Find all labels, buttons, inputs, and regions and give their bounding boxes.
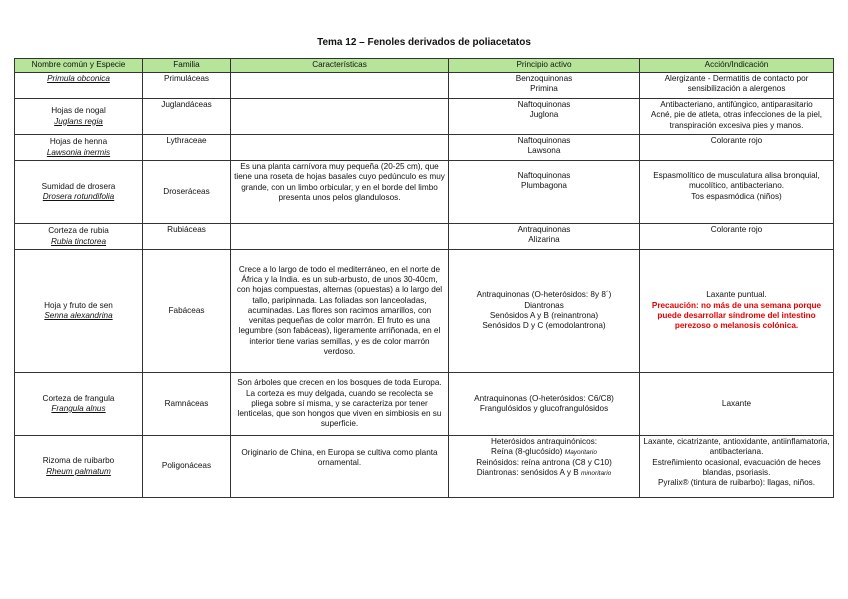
active-line: Antraquinonas (O-heterósidos: C6/C8) <box>474 393 614 403</box>
family-cell: Juglandáceas <box>143 99 231 135</box>
family-cell: Droseráceas <box>143 161 231 224</box>
common-name: Corteza de rubia <box>48 226 109 236</box>
common-name: Rizoma de ruibarbo <box>42 456 115 466</box>
table-row <box>15 373 834 436</box>
characteristics-cell <box>231 99 449 135</box>
active-principle-cell <box>449 135 640 161</box>
active-line: Naftoquinonas <box>517 171 571 180</box>
family-cell: Rubiáceas <box>143 224 231 250</box>
species-name: Drosera rotundifolia <box>42 192 115 201</box>
action-line: Laxante <box>721 398 752 408</box>
species-name: Rubia tinctorea <box>50 236 107 246</box>
active-line: Heterósidos antraquinónicos: <box>490 437 598 446</box>
action-line: Estreñimiento ocasional, evacuación de heces blandas, psoriasis. <box>652 457 821 477</box>
characteristics-cell: Crece a lo largo de todo el mediterráneo, en el norte de África y la India. es un sub-arbusto, de unos 30-40cm, con hojas compuestas, alternas (opuestas) a lo largo del tallo, paripinnada. Las foliadas son lanceoladas, acuminadas. Las flores son racimos amarillos, con venitas pequeñas de color marrón. El fruto es una legumbre (son fabáceas), ligeramente arriñonada, en el interior tiene varias semillas, y es de color marrón verdoso. <box>231 250 449 373</box>
header-active-principle: Principio activo <box>449 59 640 73</box>
active-line <box>452 468 636 478</box>
common-species-cell <box>15 161 143 224</box>
active-line: Senósidos A y B (reinantrona) <box>489 311 599 320</box>
active-line: Naftoquinonas <box>517 100 571 109</box>
active-line: Reinósidos: reína antrona (C8 y C10) <box>476 457 612 467</box>
active-line: Frangulósidos y glucofrangulósidos <box>479 404 609 413</box>
header-row <box>15 59 834 73</box>
characteristics-cell <box>231 135 449 161</box>
active-line: Benzoquinonas <box>515 74 573 83</box>
common-species-cell <box>15 373 143 436</box>
action-cell <box>640 135 834 161</box>
action-cell <box>640 436 834 498</box>
active-principle-cell <box>449 250 640 373</box>
active-line: Diantronas <box>524 300 564 310</box>
action-line: Tos espasmódica (niños) <box>691 191 782 201</box>
species-name: Lawsonia inermis <box>46 147 111 157</box>
characteristics-cell <box>231 73 449 99</box>
active-principle-cell <box>449 224 640 250</box>
common-species-cell <box>15 250 143 373</box>
action-cell <box>640 161 834 224</box>
active-note: minoritario <box>580 469 612 477</box>
header-family: Familia <box>143 59 231 73</box>
species-name: Frangula alnus <box>51 404 106 413</box>
action-line: Espasmolítico de musculatura alisa bronquial, mucolítico, antibacteriano. <box>653 171 820 191</box>
table-row <box>15 135 834 161</box>
action-cell <box>640 73 834 99</box>
common-species-cell <box>15 73 143 99</box>
characteristics-cell: Originario de China, en Europa se cultiva como planta ornamental. <box>231 436 449 498</box>
active-principle-cell <box>449 99 640 135</box>
table-row <box>15 73 834 99</box>
header-characteristics: Características <box>231 59 449 73</box>
action-line: Pyralix® (tintura de ruibarbo): llagas, niños. <box>657 478 816 488</box>
header-action: Acción/Indicación <box>640 59 834 73</box>
species-name: Primula obconica <box>47 74 110 83</box>
precaution-warning: Precaución: no más de una semana porque puede desarrollar síndrome del intestino perezoso o melanosis colónica. <box>651 300 822 331</box>
common-name: Hojas de henna <box>49 137 108 147</box>
species-name: Juglans regia <box>54 116 103 126</box>
active-line: Lawsona <box>527 146 561 156</box>
table-row <box>15 250 834 373</box>
action-line: Colorante rojo <box>710 225 763 234</box>
family-cell: Ramnáceas <box>143 373 231 436</box>
action-cell <box>640 224 834 250</box>
active-line <box>452 447 636 457</box>
common-species-cell <box>15 224 143 250</box>
action-line: Acné, pie de atleta, otras infecciones de la piel, transpiración excesiva pies y manos. <box>650 110 823 130</box>
active-principle-cell <box>449 436 640 498</box>
species-name: Senna alexandrina <box>44 311 113 320</box>
action-cell <box>640 373 834 436</box>
table-row <box>15 436 834 498</box>
active-line: Alizarina <box>528 235 560 245</box>
common-species-cell <box>15 99 143 135</box>
active-text: Reína (8-glucósido) <box>491 447 563 457</box>
action-cell <box>640 99 834 135</box>
characteristics-cell <box>231 224 449 250</box>
active-line: Plumbagona <box>521 181 567 191</box>
active-line: Antraquinonas <box>517 225 571 234</box>
table-row <box>15 161 834 224</box>
active-line: Naftoquinonas <box>517 136 571 145</box>
active-text: Diantronas: senósidos A y B <box>476 467 579 477</box>
common-name: Hoja y fruto de sen <box>44 300 113 310</box>
family-cell: Primuláceas <box>143 73 231 99</box>
table-row <box>15 224 834 250</box>
active-principle-cell <box>449 73 640 99</box>
action-line: Colorante rojo <box>710 136 763 145</box>
common-species-cell <box>15 135 143 161</box>
common-name: Corteza de frangula <box>42 393 115 403</box>
action-cell <box>640 250 834 373</box>
active-line: Juglona <box>529 110 559 120</box>
common-name: Hojas de nogal <box>51 106 106 116</box>
common-species-cell <box>15 436 143 498</box>
active-line: Senósidos D y C (emodolantrona) <box>482 321 606 331</box>
common-name: Sumidad de drosera <box>41 181 116 191</box>
table-row <box>15 99 834 135</box>
family-cell: Lythraceae <box>143 135 231 161</box>
action-line: Laxante, cicatrizante, antioxidante, antiinflamatoria, antibacteriana. <box>643 437 830 457</box>
active-line: Antraquinonas (O-heterósidos: 8y 8´) <box>476 290 612 300</box>
active-principle-cell <box>449 373 640 436</box>
active-principle-cell <box>449 161 640 224</box>
characteristics-cell: Son árboles que crecen en los bosques de toda Europa. La corteza es muy delgada, cuando se recolecta se pliega sobre sí misma, y se caracteriza por tener lenticelas, que son hongos que viven en simbiosis en su superficie. <box>231 373 449 436</box>
phenols-table <box>14 58 834 498</box>
species-name: Rheum palmatum <box>46 466 111 476</box>
action-line: Antibacteriano, antifúngico, antiparasitario <box>660 100 813 109</box>
characteristics-cell: Es una planta carnívora muy pequeña (20-25 cm), que tiene una roseta de hojas basales cuyo pedúnculo es muy grande, con un limbo orbicular, y en el borde del limbo presenta unos pelos glandulosos. <box>231 161 449 224</box>
family-cell: Fabáceas <box>143 250 231 373</box>
active-line: Primina <box>530 84 558 94</box>
family-cell: Poligonáceas <box>143 436 231 498</box>
header-common-species: Nombre común y Especie <box>15 59 143 73</box>
action-line: Alergizante - Dermatitis de contacto por sensibilización a alergenos <box>664 74 809 94</box>
action-line: Laxante puntual. <box>706 290 767 300</box>
active-note: Mayoritario <box>564 449 597 457</box>
page-title: Tema 12 – Fenoles derivados de poliacetatos <box>317 37 531 48</box>
